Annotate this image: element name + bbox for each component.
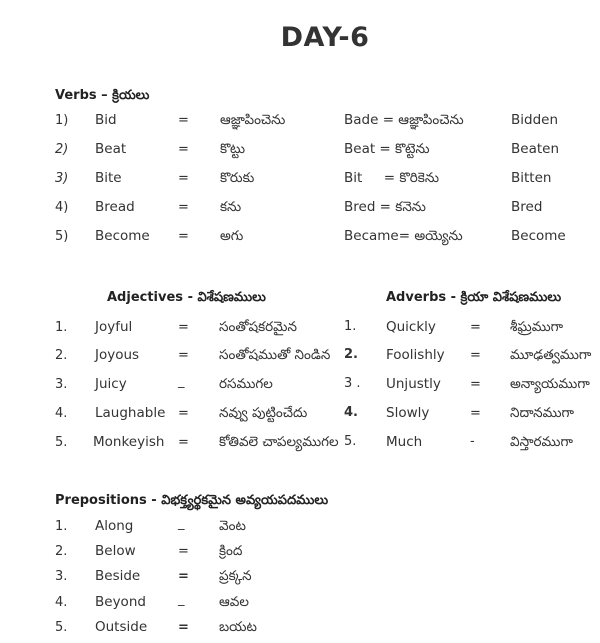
equals-sign: = [178, 406, 189, 421]
adjective-meaning: నవ్వు పుట్టించేదు [219, 405, 308, 421]
equals-sign: = [178, 569, 189, 584]
equals-sign: = [178, 171, 189, 186]
equals-sign: = [178, 229, 189, 244]
adjective-word: Juicy [95, 376, 127, 392]
adjective-row-number: 2. [55, 348, 68, 363]
verb-meaning: ఆజ్ఞాపించెను [220, 112, 286, 128]
verb-past-participle: Become [511, 228, 566, 244]
verb-past-participle: Beaten [511, 141, 559, 157]
adverb-word: Foolishly [386, 347, 445, 363]
verb-past-participle: Bred [511, 199, 543, 215]
adverb-word: Much [386, 434, 423, 450]
adverb-meaning: నిదానముగా [510, 405, 574, 421]
underscore-sign: _ [178, 516, 185, 531]
equals-sign: = [470, 348, 481, 363]
adjective-row-number: 3. [55, 377, 68, 392]
verb-row-number: 4) [55, 200, 69, 215]
dash-sign: - [470, 434, 475, 449]
adverb-word: Slowly [386, 405, 430, 421]
underscore-sign: _ [178, 592, 185, 607]
equals-sign: = [178, 544, 189, 559]
verb-past-tense: Beat = కొట్టెను [344, 141, 430, 157]
verb-word: Bite [95, 170, 122, 186]
adjective-row-number: 4. [55, 406, 68, 421]
verb-past-tense: Bade = ఆజ్ఞాపించెను [344, 112, 464, 128]
equals-sign: = [178, 348, 189, 363]
preposition-meaning: బయట [219, 619, 257, 635]
adjective-word: Joyful [95, 319, 133, 335]
preposition-row-number: 2. [55, 544, 68, 559]
adjective-row-number: 5. [55, 435, 68, 450]
preposition-word: Beside [95, 568, 141, 584]
prepositions-heading: Prepositions - విభక్త్యర్థకమైన అవ్యయపదములు [55, 493, 329, 508]
page-title: DAY-6 [280, 22, 370, 53]
verb-word: Become [95, 228, 150, 244]
verb-past-tense: Bit = కొరికెను [344, 170, 439, 186]
verb-meaning: కను [220, 199, 242, 215]
verb-past-tense: Bred = కనెను [344, 199, 426, 215]
adverb-row-number: 3 . [344, 376, 361, 391]
verb-meaning: కొరుకు [220, 170, 255, 186]
adjective-meaning: సంతోషకరమైన [219, 319, 297, 335]
adverbs-heading: Adverbs - క్రియా విశేషణములు [386, 290, 562, 305]
verb-meaning: కొట్టు [220, 141, 246, 157]
equals-sign: = [178, 320, 189, 335]
preposition-word: Outside [95, 619, 148, 635]
adverb-row-number: 5. [344, 434, 357, 449]
equals-sign: = [178, 435, 189, 450]
equals-sign: = [178, 620, 189, 635]
adjective-meaning: రసముగల [219, 376, 273, 392]
preposition-meaning: ప్రక్కన [219, 568, 252, 584]
verb-row-number: 1) [55, 113, 69, 128]
verb-past-participle: Bitten [511, 170, 552, 186]
preposition-word: Along [95, 518, 134, 534]
preposition-word: Beyond [95, 594, 146, 610]
verb-row-number: 2) [55, 142, 69, 157]
verbs-heading: Verbs – క్రియలు [55, 88, 150, 103]
verb-row-number: 3) [55, 171, 69, 186]
verb-word: Beat [95, 141, 127, 157]
adverb-word: Quickly [386, 319, 436, 335]
verb-past-tense: Became= అయ్యెను [344, 228, 463, 244]
adjective-word: Monkeyish [93, 434, 165, 450]
equals-sign: = [178, 200, 189, 215]
adjective-word: Laughable [95, 405, 166, 421]
adverb-meaning: శీఘ్రముగా [510, 319, 564, 335]
equals-sign: = [178, 113, 189, 128]
adjectives-heading: Adjectives - విశేషణములు [107, 290, 266, 305]
equals-sign: = [470, 320, 481, 335]
adverb-meaning: మూఢత్వముగా [510, 347, 592, 363]
adverb-row-number: 2. [344, 347, 358, 362]
adjective-meaning: సంతోషముతో నిండిన [219, 347, 331, 363]
underscore-sign: _ [178, 374, 185, 389]
equals-sign: = [178, 142, 189, 157]
adjective-word: Joyous [95, 347, 140, 363]
verb-meaning: అగు [220, 228, 244, 244]
adverb-row-number: 4. [344, 405, 358, 420]
adjective-row-number: 1. [55, 320, 68, 335]
preposition-meaning: ఆవల [219, 594, 249, 610]
equals-sign: = [470, 377, 481, 392]
equals-sign: = [470, 406, 481, 421]
preposition-row-number: 1. [55, 519, 68, 534]
verb-row-number: 5) [55, 229, 69, 244]
adjective-meaning: కోతివలె చాపల్యముగల [219, 434, 339, 450]
adverb-meaning: అన్యాయముగా [510, 376, 590, 392]
adverb-row-number: 1. [344, 319, 357, 334]
preposition-meaning: వెంట [219, 518, 246, 534]
preposition-row-number: 5. [55, 620, 68, 635]
preposition-meaning: క్రింద [219, 543, 243, 559]
preposition-row-number: 4. [55, 595, 68, 610]
adverb-meaning: విస్తారముగా [510, 434, 573, 450]
adverb-word: Unjustly [386, 376, 441, 392]
verb-past-participle: Bidden [511, 112, 559, 128]
verb-word: Bid [95, 112, 117, 128]
preposition-row-number: 3. [55, 569, 68, 584]
verb-word: Bread [95, 199, 135, 215]
preposition-word: Below [95, 543, 136, 559]
